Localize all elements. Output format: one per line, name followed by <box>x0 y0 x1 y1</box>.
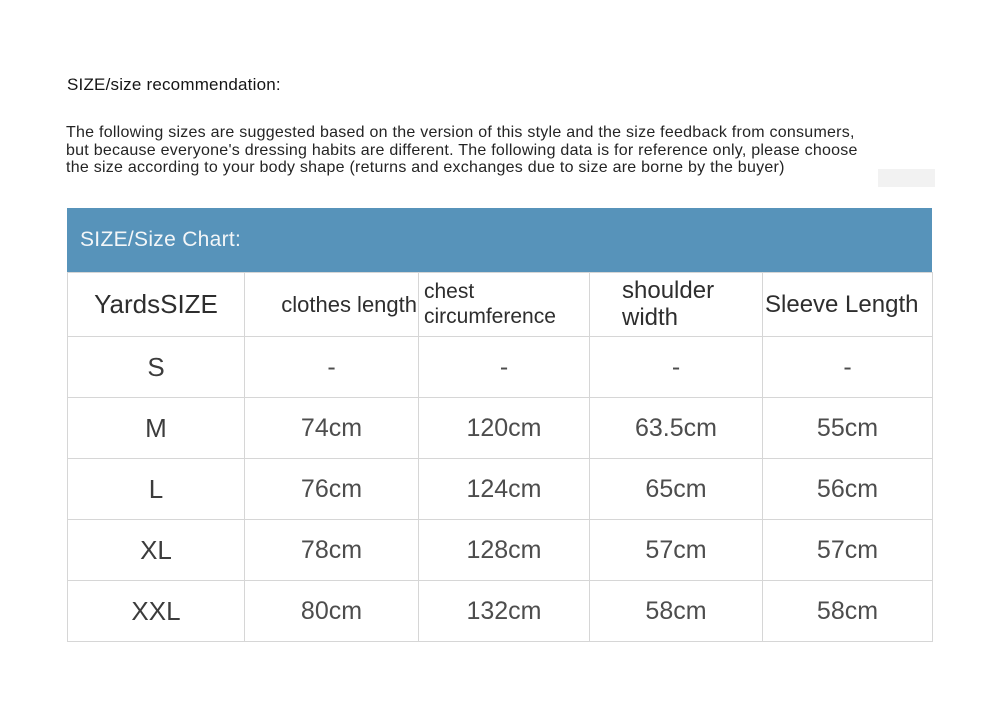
sleeve-length-cell: 57cm <box>763 520 933 581</box>
table-row-s <box>68 337 933 398</box>
shoulder-width-cell: 63.5cm <box>590 398 763 459</box>
shoulder-width-cell: - <box>590 337 763 398</box>
intro-line-2: but because everyone's dressing habits are different. The following data is for reference only, please choose <box>66 141 858 159</box>
chest-circumference-cell: 128cm <box>419 520 590 581</box>
faded-watermark-box <box>878 169 935 187</box>
size-cell: S <box>68 337 245 398</box>
column-header-shoulder-width-label: shoulder width <box>622 277 715 331</box>
clothes-length-cell: 78cm <box>245 520 419 581</box>
sleeve-length-cell: - <box>763 337 933 398</box>
intro-line-3: the size according to your body shape (returns and exchanges due to size are borne by the buyer) <box>66 159 785 176</box>
sleeve-length-cell: 55cm <box>763 398 933 459</box>
size-chart <box>67 208 932 642</box>
shoulder-width-cell: 58cm <box>590 581 763 642</box>
column-header-sleeve-length: Sleeve Length <box>763 273 933 337</box>
column-header-yards-size: YardsSIZE <box>68 273 245 337</box>
intro-paragraph <box>66 124 858 177</box>
clothes-length-cell: 76cm <box>245 459 419 520</box>
chest-circumference-cell: 124cm <box>419 459 590 520</box>
chest-circumference-cell: - <box>419 337 590 398</box>
size-cell: XXL <box>68 581 245 642</box>
header-row <box>68 273 933 337</box>
size-chart-table <box>67 272 933 642</box>
shoulder-width-cell: 57cm <box>590 520 763 581</box>
clothes-length-cell: 80cm <box>245 581 419 642</box>
page-title: SIZE/size recommendation: <box>67 75 281 94</box>
chest-circumference-cell: 120cm <box>419 398 590 459</box>
table-row-m <box>68 398 933 459</box>
table-row-xxl <box>68 581 933 642</box>
clothes-length-cell: - <box>245 337 419 398</box>
table-row-xl <box>68 520 933 581</box>
table-row-l <box>68 459 933 520</box>
intro-line-1: The following sizes are suggested based on the version of this style and the size feedback from consumers, <box>66 124 855 141</box>
shoulder-width-cell: 65cm <box>590 459 763 520</box>
size-chart-title: SIZE/Size Chart: <box>80 228 242 251</box>
column-header-clothes-length: clothes length <box>245 273 419 337</box>
column-header-chest-circumference: chest circumference <box>419 273 590 337</box>
size-cell: L <box>68 459 245 520</box>
column-header-shoulder-width <box>590 273 763 337</box>
size-chart-title-bar <box>67 208 932 272</box>
size-cell: XL <box>68 520 245 581</box>
size-cell: M <box>68 398 245 459</box>
clothes-length-cell: 74cm <box>245 398 419 459</box>
sleeve-length-cell: 56cm <box>763 459 933 520</box>
sleeve-length-cell: 58cm <box>763 581 933 642</box>
chest-circumference-cell: 132cm <box>419 581 590 642</box>
